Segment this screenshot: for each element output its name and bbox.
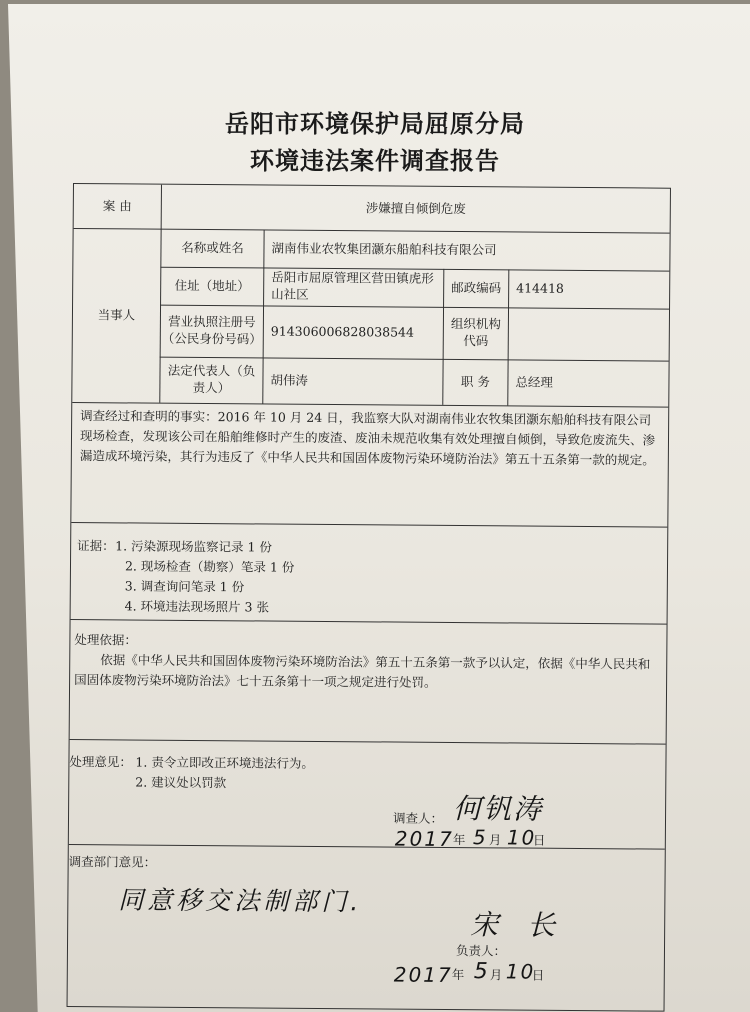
rule <box>71 619 667 625</box>
evidence-item: 4. 环境违法现场照片 3 张 <box>124 598 270 615</box>
date-day: 10 <box>506 825 537 850</box>
postal-label: 邮政编码 <box>451 279 502 295</box>
postal-value: 414418 <box>516 280 564 296</box>
name-value: 湖南伟业农牧集团灏东船舶科技有限公司 <box>271 240 497 257</box>
case-value: 涉嫌擅自倾倒危废 <box>365 199 466 216</box>
dept-date-month: 5 <box>473 959 490 985</box>
evidence-item: 2. 现场检查（勘察）笔录 1 份 <box>124 558 295 575</box>
evidence-item: 3. 调查询问笔录 1 份 <box>124 578 245 595</box>
org-code-label: 组织机构代码 <box>450 316 501 349</box>
legal-rep-value: 胡伟涛 <box>270 372 309 388</box>
address-value: 岳阳市屈原管理区营田镇虎形山社区 <box>271 269 434 302</box>
case-label: 案 由 <box>102 197 132 214</box>
position-value: 总经理 <box>515 374 554 390</box>
report-title: 环境违法案件调查报告 <box>250 147 500 175</box>
department-handwritten-opinion: 同意移交法制部门. <box>118 885 363 917</box>
party-label: 当事人 <box>97 306 136 323</box>
date-year: 2017 <box>394 826 454 852</box>
date-month-suffix: 月 <box>488 832 502 848</box>
basis-text: 依据《中华人民共和国固体废物污染环境防治法》第五十五条第一款予以认定，依据《中华人民共和国固体废物污染环境防治法》七十五条第十一项之规定进行处罚。 <box>74 652 651 690</box>
legal-rep-label: 法定代表人（负责人） <box>167 362 256 396</box>
date-year-suffix: 年 <box>452 832 466 848</box>
dept-date-month-suffix: 月 <box>489 967 503 983</box>
date-day-suffix: 日 <box>532 832 546 848</box>
opinion-item: 1. 责令立即改正环境违法行为。 <box>135 754 314 771</box>
org-code-value <box>516 307 666 360</box>
position-label: 职 务 <box>460 373 490 389</box>
opinion-item: 2. 建议处以罚款 <box>135 774 227 791</box>
responsible-signature: 宋 长 <box>470 908 566 942</box>
dept-date-year-suffix: 年 <box>451 966 465 983</box>
rule <box>69 844 665 850</box>
name-label: 名称或姓名 <box>181 239 244 255</box>
evidence-item: 1. 污染源现场监察记录 1 份 <box>115 538 273 555</box>
opinion-label: 处理意见： <box>69 753 133 770</box>
date-month: 5 <box>472 825 488 850</box>
report-form <box>67 183 671 1012</box>
evidence-label: 证据： <box>77 538 115 554</box>
rule <box>70 739 666 745</box>
dept-date-day-suffix: 日 <box>531 967 545 983</box>
license-label: 营业执照注册号（公民身份号码） <box>161 313 262 347</box>
dept-date-year: 2017 <box>393 962 453 988</box>
investigator-label: 调查人： <box>392 810 444 826</box>
basis-label: 处理依据： <box>74 632 137 648</box>
responsible-label: 负责人： <box>455 943 507 959</box>
department-label: 调查部门意见： <box>68 853 157 870</box>
address-label: 住址（地址） <box>174 277 250 293</box>
rule <box>71 522 667 528</box>
dept-date-day: 10 <box>505 959 536 984</box>
agency-title: 岳阳市环境保护局屈原分局 <box>225 110 525 138</box>
investigator-signature: 何钒涛 <box>452 792 544 826</box>
facts-paragraph: 调查经过和查明的事实：2016 年 10 月 24 日，我监察大队对湖南伟业农牧集团灏东船舶科技有限公司现场检查，发现该公司在船舶维修时产生的废渣、废油未规范收集有效处理擅自倾倒，导致危废流失、渗漏造成环境污染，其行为违反了《中华人民共和国固体废物污染环境防治法》第五十五条第一款的规定。 <box>79 408 656 468</box>
license-value: 914306006828038544 <box>270 323 415 340</box>
